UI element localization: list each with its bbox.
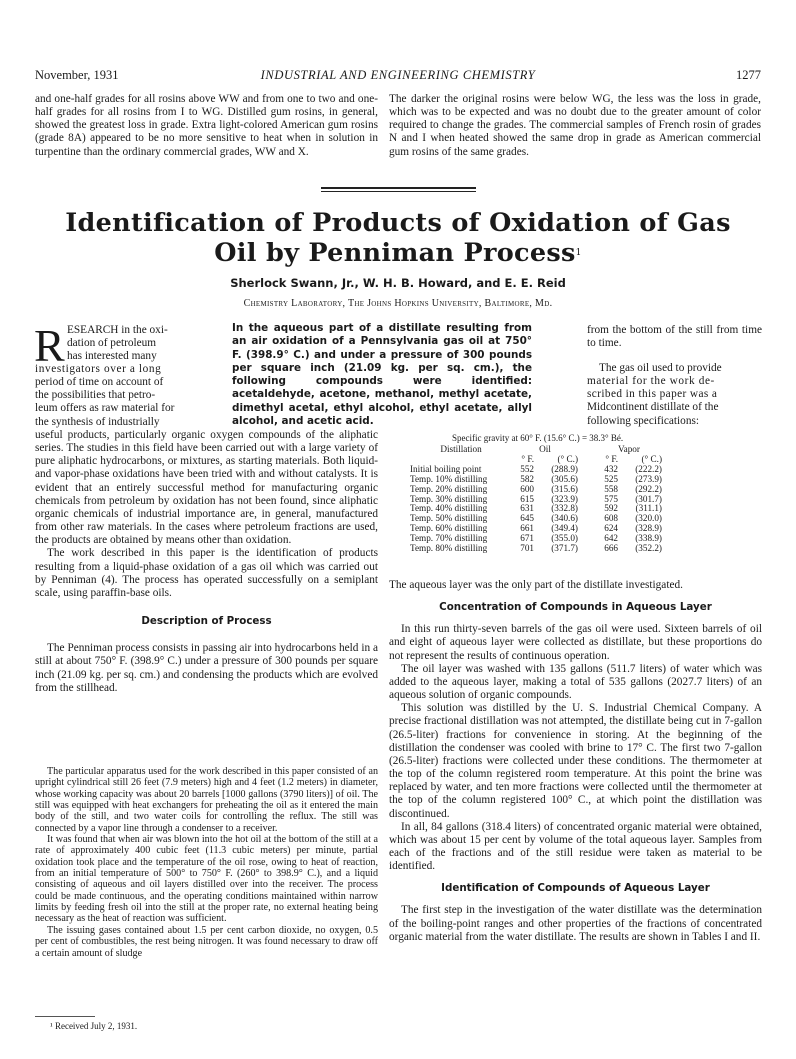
table-cell-oil-f: 645	[520, 513, 534, 524]
intro-wrap-line: period of time on account of	[35, 376, 164, 389]
paragraph-first-step: The first step in the investigation of the water distillate was the determination of the boiling-point ranges and other properties of the fractions of concentrated organic material from the water distillate. The results are shown in Tables I and II.	[389, 904, 762, 943]
intro-wrap-line: the synthesis of industrially	[35, 415, 160, 428]
table-header-distillation: Distillation	[440, 444, 482, 454]
table-cell-vapor-f: 624	[604, 523, 618, 534]
table-row	[410, 544, 662, 554]
table-cell-label: Temp. 20% distilling	[410, 483, 488, 494]
table-cell-oil-c: (332.8)	[551, 503, 578, 514]
intro-wrap-line: investigators over a long	[35, 363, 162, 375]
table-cell-oil-c: (288.9)	[551, 463, 578, 474]
table-cell-oil-f: 661	[520, 523, 534, 534]
intro-wrap-line: the possibilities that petro-	[35, 389, 156, 402]
table-spacer	[578, 465, 596, 475]
small-paragraph-apparatus: The particular apparatus used for the work described in this paper consisted of an upright cylindrical still 26 feet (7.9 meters) high and 4 feet (1.2 meters) in diameter, whose working capacity was about 20 barrels [1000 gallons (3790 liters)] of oil. The still was equipped with heat exchangers for preheating the oil as it entered the main body of the still, and two water coils for controlling the reflux. The still was connected by a vapor line through a condenser to a receiver.	[35, 766, 378, 834]
table-unit-f: ° F.	[521, 453, 534, 464]
table-header-vapor: Vapor	[618, 444, 640, 454]
table-spacer	[578, 504, 596, 514]
table-spacer	[578, 534, 596, 544]
table-spacer	[578, 544, 596, 554]
intro-wrap-narrow	[67, 324, 220, 363]
table-unit-c: (° C.)	[557, 453, 578, 464]
table-cell-vapor-f: 432	[604, 463, 618, 474]
table-cell-oil-f: 615	[520, 493, 534, 504]
table-cell-oil-f: 671	[520, 533, 534, 544]
table-cell-vapor-f: 642	[604, 533, 618, 544]
heading-identification: Identification of Compounds of Aqueous Layer	[441, 882, 710, 895]
table-cell-vapor-f: 592	[604, 503, 618, 514]
header-journal: INDUSTRIAL AND ENGINEERING CHEMISTRY	[260, 68, 536, 82]
table-cell-vapor-c: (320.0)	[635, 513, 662, 524]
intro-wrap-line: has interested many	[67, 350, 157, 363]
intro-wrap-line: ESEARCH in the oxi-	[67, 324, 168, 336]
small-paragraph-air: It was found that when air was blown into the hot oil at the bottom of the still at a rate of approximately 400 cubic feet (11.3 cubic meters) per minute, partial oxidation took place and the temperature of the oil rose, owing to heat of reaction, from an initial temperature of 500° to 750° F. (260° to 398.9° C.), and a liquid consisting of aqueous and oil layers distilled over into the receiver. The process could be made continuous, and the operating conditions maintained within narrow limits by feeding fresh oil into the still at the proper rate, no external heating being necessary as the heat of reaction was sufficient.	[35, 834, 378, 925]
table-cell-oil-c: (323.9)	[551, 493, 578, 504]
intro-wrap-line: leum offers as raw material for	[35, 402, 175, 415]
table-cell-label: Temp. 70% distilling	[410, 533, 488, 544]
intro-wrap-line: dation of petroleum	[67, 337, 157, 350]
gas-oil-line: following specifications:	[587, 414, 700, 427]
gas-oil-line: Midcontinent distillate of the	[587, 401, 719, 414]
article-title	[0, 208, 796, 268]
distillation-table	[410, 445, 662, 554]
table-spacer	[578, 485, 596, 495]
table-unit-c: (° C.)	[641, 453, 662, 464]
drop-cap: R	[34, 320, 65, 371]
article-title-line-1: Identification of Products of Oxidation of Gas	[65, 208, 731, 238]
table-cell-oil-f: 582	[520, 473, 534, 484]
abstract-text: In the aqueous part of a distillate resulting from an air oxidation of a Pennsylvania gas oil at 750° F. (398.9° C.) and under a pressure of 300 pounds per square inch (21.09 kg. per sq. cm.), the following compounds were identified: acetaldehyde, acetone, methanol, methyl acetate, dimethyl acetal, ethyl alcohol, ethyl acetate, allyl alcohol, and acetic acid.	[232, 322, 532, 428]
table-spacer	[578, 495, 596, 505]
gas-oil-line: scribed in this paper was a	[587, 388, 718, 401]
header-page-number: 1277	[736, 68, 761, 82]
left-column-body	[35, 429, 378, 695]
intro-wrap-wide	[35, 363, 220, 429]
separator-rule-bottom	[321, 191, 476, 192]
table-cell-vapor-c: (301.7)	[635, 493, 662, 504]
intro-paragraph-rest: useful products, particularly organic oxygen compounds of the aliphatic series. The studies in this field have been carried out with a large variety of pure aliphatic hydrocarbons, or mixtures, as starting materials. Both liquid- and vapor-phase oxidations have been tried with and without catalysts. It is evident that an entirely successful method for manufacturing organic chemicals from petroleum by oxidation has not been found, since aliphatic organic chemicals of industrial importance are, in general, manufactured from other raw materials. In the cases where petroleum fractions are used, the products are obtained by means other than oxidation.	[35, 429, 378, 547]
table-cell-oil-c: (340.6)	[551, 513, 578, 524]
gas-oil-line: The gas oil used to provide	[599, 362, 722, 374]
heading-description-of-process: Description of Process	[141, 615, 272, 628]
table-cell-label: Initial boiling point	[410, 463, 482, 474]
paragraph-process: The Penniman process consists in passing air into hydrocarbons held in a still at about 750° F. (398.9° C.) under a pressure of 300 pounds per square inch (21.09 kg. per sq. cm.) and condensing the products which are evolved from the stillhead.	[35, 642, 378, 694]
footnote-received: ¹ Received July 2, 1931.	[50, 1021, 138, 1031]
table-cell-label: Temp. 60% distilling	[410, 523, 488, 534]
table-cell-vapor-c: (352.2)	[635, 543, 662, 554]
table-cell-vapor-f: 608	[604, 513, 618, 524]
prev-article-left	[35, 93, 378, 159]
footnote-rule	[35, 1016, 95, 1017]
paragraph-oil-layer-washed: The oil layer was washed with 135 gallons (511.7 liters) of water which was added to the aqueous layer, making a total of 535 gallons (2027.7 liters) of an aqueous solution of organic compounds.	[389, 662, 762, 702]
table-cell-oil-c: (355.0)	[551, 533, 578, 544]
paragraph-aqueous-only: The aqueous layer was the only part of the distillate investigated.	[389, 579, 683, 591]
right-top-text: from the bottom of the still from time to time.	[587, 324, 762, 350]
prev-article-right	[389, 93, 761, 159]
table-cell-vapor-c: (222.2)	[635, 463, 662, 474]
paragraph-thirty-seven-barrels: In this run thirty-seven barrels of the gas oil were used. Sixteen barrels of oil and eight of aqueous layer were collected as distillate, but these proportions do not represent the results of continuous operation.	[389, 623, 762, 662]
table-cell-vapor-c: (273.9)	[635, 473, 662, 484]
heading-concentration: Concentration of Compounds in Aqueous Layer	[439, 601, 712, 614]
separator-rule-top	[321, 187, 476, 189]
article-title-line-2	[0, 238, 796, 268]
prev-article-right-text: The darker the original rosins were below WG, the less was the loss in grade, which was to be expected and was no doubt due to the greater amount of color required to change the grades. The commercial samples of French rosin of grades N and I when heated showed the same drop in grade as American commercial gum rosins of the same grades.	[389, 93, 761, 158]
article-title-line-2-text: Oil by Penniman Process	[214, 238, 576, 268]
table-cell-oil-f: 631	[520, 503, 534, 514]
table-cell-oil-c: (315.6)	[551, 483, 578, 494]
paragraph-eighty-four-gallons: In all, 84 gallons (318.4 liters) of concentrated organic material were obtained, which was about 15 per cent by volume of the total aqueous layer. Samples from each of the fractions and of the still residue were taken as material to be identified.	[389, 820, 762, 873]
prev-article-left-text: and one-half grades for all rosins above WW and from one to two and one-half grades for all rosins from I to WG. Distilled gum rosins, in general, showed the greatest loss in grade. Extra light-colored American gum rosins (grade 8A) appeared to be no more sensitive to heat when in solution in turpentine than the ordinary commercial grades, WW and X.	[35, 93, 378, 158]
gas-oil-line: material for the work de-	[587, 375, 715, 388]
table-cell-oil-f: 600	[520, 483, 534, 494]
table-spacer	[578, 524, 596, 534]
table-cell-label: Temp. 80% distilling	[410, 543, 488, 554]
table-cell-oil-f: 552	[520, 463, 534, 474]
table-cell-label: Temp. 10% distilling	[410, 473, 488, 484]
distillation-table-grid	[410, 445, 662, 554]
table-cell-label: Temp. 50% distilling	[410, 513, 488, 524]
table-cell-vapor-f: 666	[604, 543, 618, 554]
table-cell-vapor-c: (311.1)	[635, 503, 662, 514]
right-column-body	[389, 579, 762, 944]
paragraph-penniman: The work described in this paper is the identification of products resulting from a liquid-phase oxidation of a gas oil which was carried out by Penniman (4). The process has operated successfully on a semiplant scale, using paraffin-base oils.	[35, 547, 378, 599]
table-spacer	[578, 475, 596, 485]
table-cell-vapor-f: 525	[604, 473, 618, 484]
table-cell-oil-c: (305.6)	[551, 473, 578, 484]
table-cell-vapor-c: (292.2)	[635, 483, 662, 494]
table-cell-vapor-c: (338.9)	[635, 533, 662, 544]
small-paragraph-gases: The issuing gases contained about 1.5 per cent carbon dioxide, no oxygen, 0.5 per cent of combustibles, the rest being nitrogen. It was found necessary to draw off a certain amount of sludge	[35, 924, 378, 959]
right-column-gas-oil	[587, 362, 762, 428]
affiliation: Chemistry Laboratory, The Johns Hopkins University, Baltimore, Md.	[243, 298, 553, 309]
table-unit-f: ° F.	[605, 453, 618, 464]
table-cell-vapor-f: 558	[604, 483, 618, 494]
left-column-small-text	[35, 766, 378, 959]
right-column-top	[587, 324, 762, 350]
table-spacer	[578, 514, 596, 524]
table-cell-vapor-f: 575	[604, 493, 618, 504]
table-cell-label: Temp. 40% distilling	[410, 503, 488, 514]
spec-gravity-line: Specific gravity at 60° F. (15.6° C.) = 38.3° Bé.	[452, 433, 624, 443]
paragraph-distilled: This solution was distilled by the U. S. Industrial Chemical Company. A precise fractional distillation was not attempted, the distillate being cut in 7-gallon (26.5-liter) fractions for convenience in storing. At the beginning of the distillation the condenser was cooled with brine to 17° C. The first two 7-gallon (26.5-liter) fractions were collected under these conditions. The thermometer at the top of the column registered room temperature. At this point the brine was replaced by water, and ten more fractions were collected until the thermometer at the top of the column registered 100° C., at which point the distillation was discontinued.	[389, 702, 762, 820]
table-cell-oil-f: 701	[520, 543, 534, 554]
title-footnote-mark: 1	[575, 248, 582, 258]
authors: Sherlock Swann, Jr., W. H. B. Howard, and E. E. Reid	[230, 276, 566, 290]
header-date: November, 1931	[35, 68, 119, 82]
table-cell-oil-c: (371.7)	[551, 543, 578, 554]
table-header-oil: Oil	[539, 444, 551, 454]
table-cell-oil-c: (349.4)	[551, 523, 578, 534]
abstract	[232, 322, 532, 428]
table-cell-vapor-c: (328.9)	[635, 523, 662, 534]
table-cell-label: Temp. 30% distilling	[410, 493, 488, 504]
